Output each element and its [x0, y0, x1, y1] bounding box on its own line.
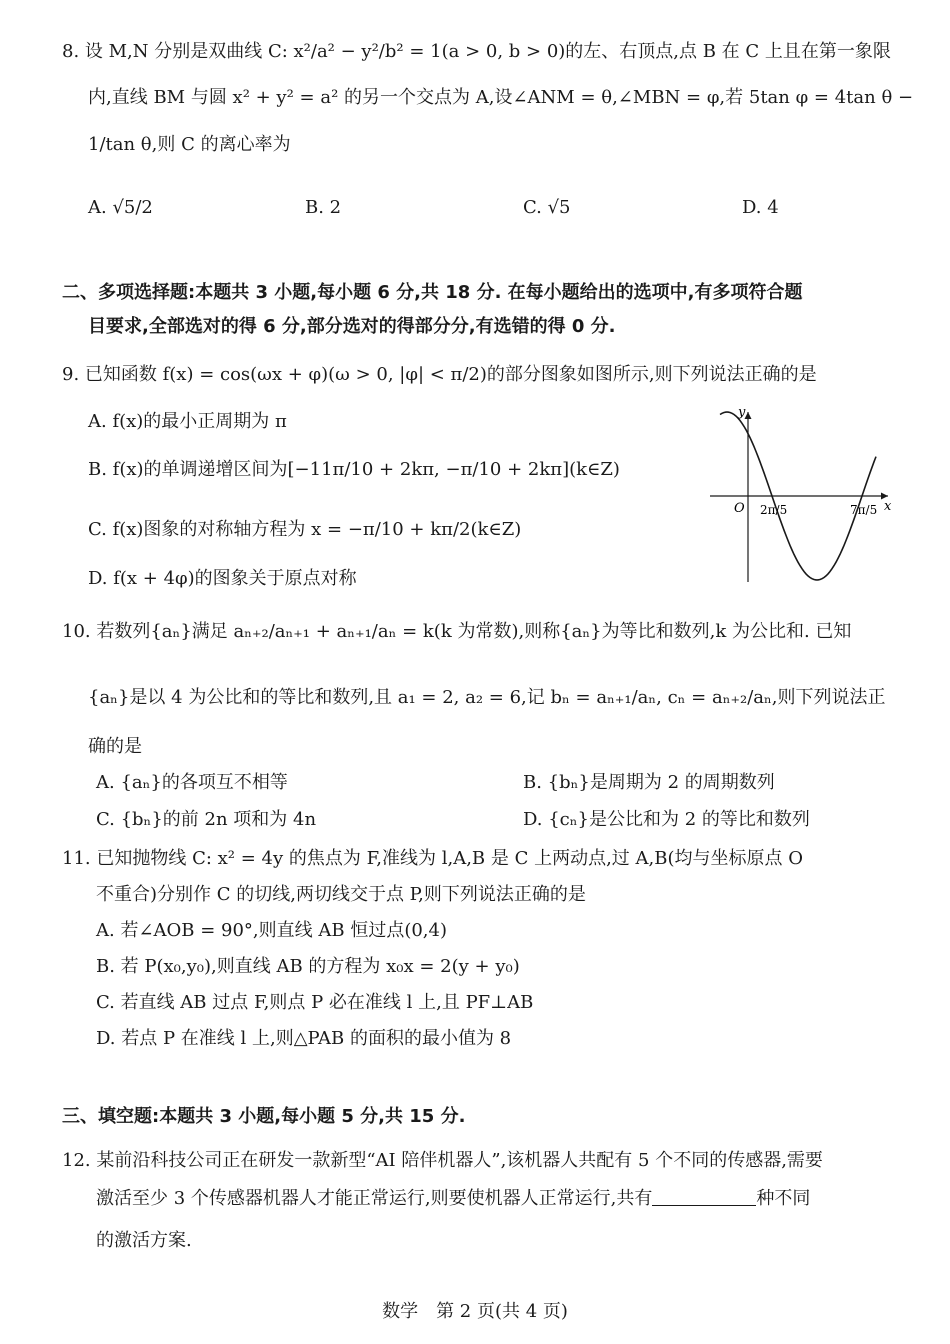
- q8-line1: 8. 设 M,N 分别是双曲线 C: x²/a² − y²/b² = 1(a > 0, b > 0)的左、右顶点,点 B 在 C 上且在第一象限: [62, 41, 891, 62]
- q9-tick-7pi-5: 7π/5: [850, 503, 878, 517]
- section2-heading-line1: 二、多项选择题:本题共 3 小题,每小题 6 分,共 18 分. 在每小题给出的选项中,有多项符合题: [62, 282, 803, 303]
- q11-option-b: B. 若 P(x₀,y₀),则直线 AB 的方程为 x₀x = 2(y + y₀): [96, 956, 520, 977]
- q9-option-c: C. f(x)图象的对称轴方程为 x = −π/10 + kπ/2(k∈Z): [88, 519, 522, 540]
- q9-option-d: D. f(x + 4φ)的图象关于原点对称: [88, 568, 357, 589]
- q9-tick-2pi-5: 2π/5: [760, 503, 788, 517]
- page-footer: 数学 第 2 页(共 4 页): [382, 1301, 568, 1322]
- q11-option-a: A. 若∠AOB = 90°,则直线 AB 恒过点(0,4): [96, 920, 447, 941]
- section2-heading-line2: 目要求,全部选对的得 6 分,部分选对的得部分分,有选错的得 0 分.: [88, 316, 616, 337]
- q11-line2: 不重合)分别作 C 的切线,两切线交于点 P,则下列说法正确的是: [96, 884, 586, 905]
- q9-stem: 9. 已知函数 f(x) = cos(ωx + φ)(ω > 0, |φ| < π/2)的部分图象如图所示,则下列说法正确的是: [62, 364, 817, 385]
- q12-line2-after: 种不同: [756, 1188, 811, 1209]
- q10-line2: {aₙ}是以 4 为公比和的等比和数列,且 a₁ = 2, a₂ = 6,记 bₙ = aₙ₊₁/aₙ, cₙ = aₙ₊₂/aₙ,则下列说法正: [88, 687, 886, 708]
- q11-option-c: C. 若直线 AB 过点 F,则点 P 必在准线 l 上,且 PF⊥AB: [96, 992, 534, 1013]
- q9-x-label: x: [884, 499, 892, 514]
- q12-line1: 12. 某前沿科技公司正在研发一款新型“AI 陪伴机器人”,该机器人共配有 5 个不同的传感器,需要: [62, 1150, 823, 1171]
- q11-line1: 11. 已知抛物线 C: x² = 4y 的焦点为 F,准线为 l,A,B 是 C 上两动点,过 A,B(均与坐标原点 O: [62, 848, 803, 869]
- q8-option-c: C. √5: [523, 197, 571, 218]
- q8-option-b: B. 2: [305, 197, 342, 218]
- q12-line2-before: 激活至少 3 个传感器机器人才能正常运行,则要使机器人正常运行,共有: [96, 1188, 653, 1209]
- q10-option-a: A. {aₙ}的各项互不相等: [96, 772, 288, 793]
- q10-line1: 10. 若数列{aₙ}满足 aₙ₊₂/aₙ₊₁ + aₙ₊₁/aₙ = k(k 为常数),则称{aₙ}为等比和数列,k 为公比和. 已知: [62, 621, 852, 642]
- q10-line3: 确的是: [88, 736, 142, 757]
- q8-option-a: A. √5/2: [88, 197, 153, 218]
- q12-line3: 的激活方案.: [96, 1230, 192, 1251]
- q9-y-label: y: [738, 405, 746, 420]
- q8-option-d: D. 4: [742, 197, 779, 218]
- section3-heading: 三、填空题:本题共 3 小题,每小题 5 分,共 15 分.: [62, 1106, 466, 1127]
- q9-function-graph: [700, 400, 900, 590]
- q10-option-c: C. {bₙ}的前 2n 项和为 4n: [96, 809, 317, 830]
- q9-option-a: A. f(x)的最小正周期为 π: [88, 411, 287, 432]
- q10-option-d: D. {cₙ}是公比和为 2 的等比和数列: [523, 809, 810, 830]
- q8-line3: 1/tan θ,则 C 的离心率为: [88, 134, 291, 155]
- q9-origin-label: O: [734, 501, 745, 516]
- q11-option-d: D. 若点 P 在准线 l 上,则△PAB 的面积的最小值为 8: [96, 1028, 512, 1049]
- q12-answer-blank: [652, 1187, 756, 1206]
- q12-line2: [96, 1187, 810, 1211]
- q8-line2: 内,直线 BM 与圆 x² + y² = a² 的另一个交点为 A,设∠ANM = θ,∠MBN = φ,若 5tan φ = 4tan θ −: [88, 87, 914, 108]
- q10-option-b: B. {bₙ}是周期为 2 的周期数列: [523, 772, 775, 793]
- q9-option-b: B. f(x)的单调递增区间为[−11π/10 + 2kπ, −π/10 + 2kπ](k∈Z): [88, 459, 620, 480]
